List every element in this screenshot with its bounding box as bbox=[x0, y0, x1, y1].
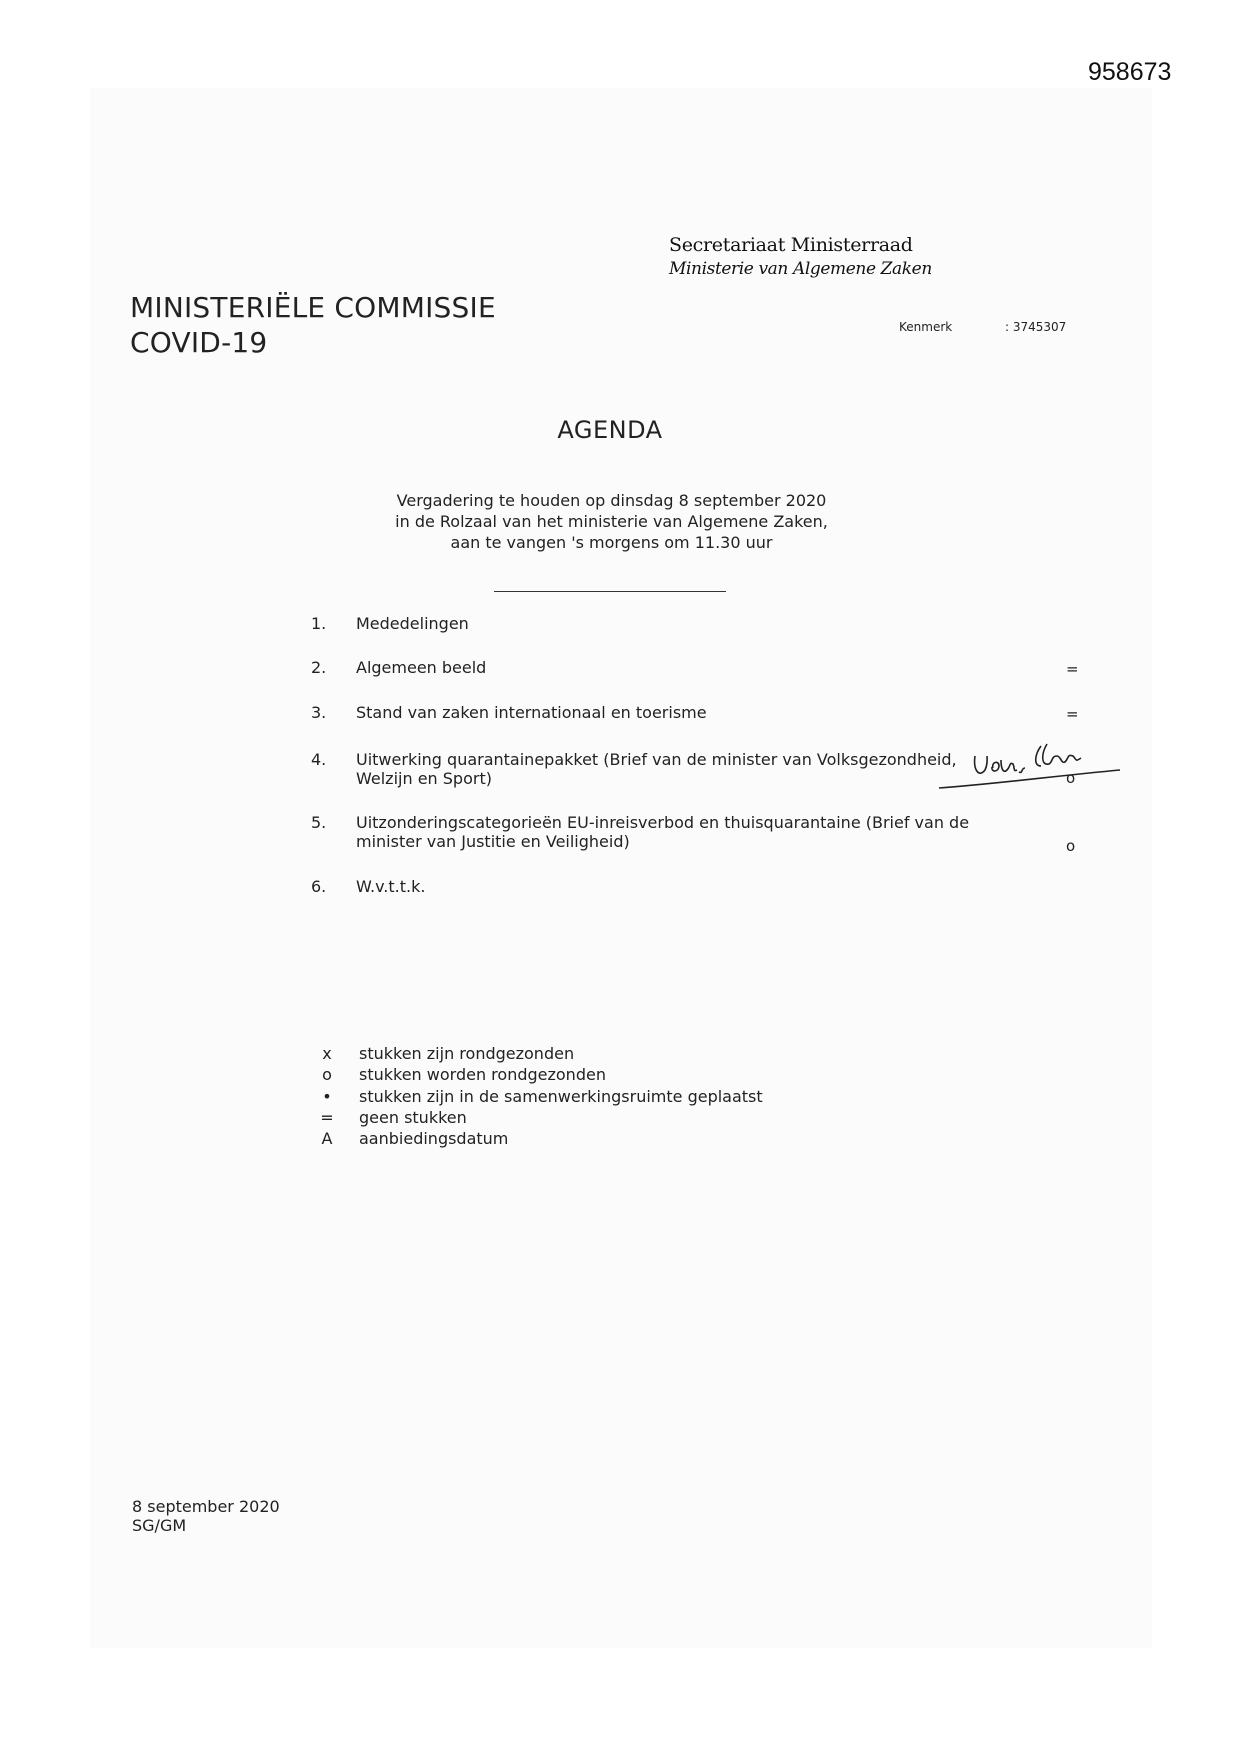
legend-description: stukken zijn in de samenwerkingsruimte geplaatst bbox=[359, 1086, 763, 1106]
ministry-name: Ministerie van Algemene Zaken bbox=[669, 259, 932, 279]
footer-code: SG/GM bbox=[132, 1516, 187, 1535]
legend-symbol: • bbox=[322, 1086, 332, 1106]
meeting-details bbox=[0, 490, 1223, 553]
agenda-item-text: W.v.t.t.k. bbox=[356, 877, 426, 896]
commission-line-1: MINISTERIËLE COMMISSIE bbox=[130, 291, 496, 324]
legend-description: geen stukken bbox=[359, 1107, 467, 1127]
agenda-item-text-continued: Welzijn en Sport) bbox=[356, 769, 492, 788]
agenda-item-number: 2. bbox=[311, 658, 327, 677]
agenda-item-number: 4. bbox=[311, 750, 327, 769]
handwritten-annotation bbox=[935, 740, 1125, 804]
agenda-item-text: Uitwerking quarantainepakket (Brief van de minister van Volksgezondheid, bbox=[356, 750, 957, 769]
footer-date: 8 september 2020 bbox=[132, 1497, 280, 1516]
divider bbox=[494, 591, 726, 592]
agenda-item-number: 6. bbox=[311, 877, 327, 896]
page-title: AGENDA bbox=[557, 416, 663, 444]
commission-line-2: COVID-19 bbox=[130, 326, 268, 359]
meeting-line-3: aan te vangen 's morgens om 11.30 uur bbox=[450, 533, 773, 552]
legend-description: stukken zijn rondgezonden bbox=[359, 1044, 575, 1063]
organization-block bbox=[669, 234, 932, 279]
agenda-item-text: Uitzonderingscategorieën EU-inreisverbod en thuisquarantaine (Brief van de bbox=[356, 813, 970, 832]
footer bbox=[132, 1497, 280, 1535]
agenda-item-mark: o bbox=[1066, 769, 1076, 787]
agenda-item-number: 3. bbox=[311, 703, 327, 722]
legend-description: aanbiedingsdatum bbox=[359, 1129, 509, 1149]
agenda-item-number: 5. bbox=[311, 813, 327, 832]
kenmerk-label: Kenmerk bbox=[899, 320, 953, 334]
legend-description: stukken worden rondgezonden bbox=[359, 1065, 606, 1085]
legend-symbol: o bbox=[322, 1065, 332, 1085]
legend-symbol: = bbox=[320, 1107, 334, 1127]
legend-symbol: A bbox=[321, 1129, 333, 1149]
agenda-item-text: Stand van zaken internationaal en toerisme bbox=[356, 703, 707, 722]
agenda-item-text-continued: minister van Justitie en Veiligheid) bbox=[356, 832, 630, 851]
agenda-item-number: 1. bbox=[311, 614, 327, 633]
kenmerk-value: : 3745307 bbox=[1005, 320, 1067, 334]
legend-symbol: x bbox=[322, 1044, 332, 1063]
meeting-line-2: in de Rolzaal van het ministerie van Algemene Zaken, bbox=[395, 512, 828, 531]
meeting-line-1: Vergadering te houden op dinsdag 8 september 2020 bbox=[396, 491, 827, 510]
organization-name: Secretariaat Ministerraad bbox=[669, 234, 913, 256]
document-number: 958673 bbox=[1088, 58, 1172, 86]
commission-heading bbox=[130, 290, 496, 360]
agenda-item-mark: = bbox=[1066, 660, 1079, 678]
agenda-item-mark: o bbox=[1066, 837, 1076, 855]
agenda-item-mark: = bbox=[1066, 705, 1079, 723]
handwriting-scribble bbox=[935, 740, 1125, 800]
agenda-item-text: Mededelingen bbox=[356, 614, 469, 633]
agenda-item-text: Algemeen beeld bbox=[356, 658, 487, 677]
